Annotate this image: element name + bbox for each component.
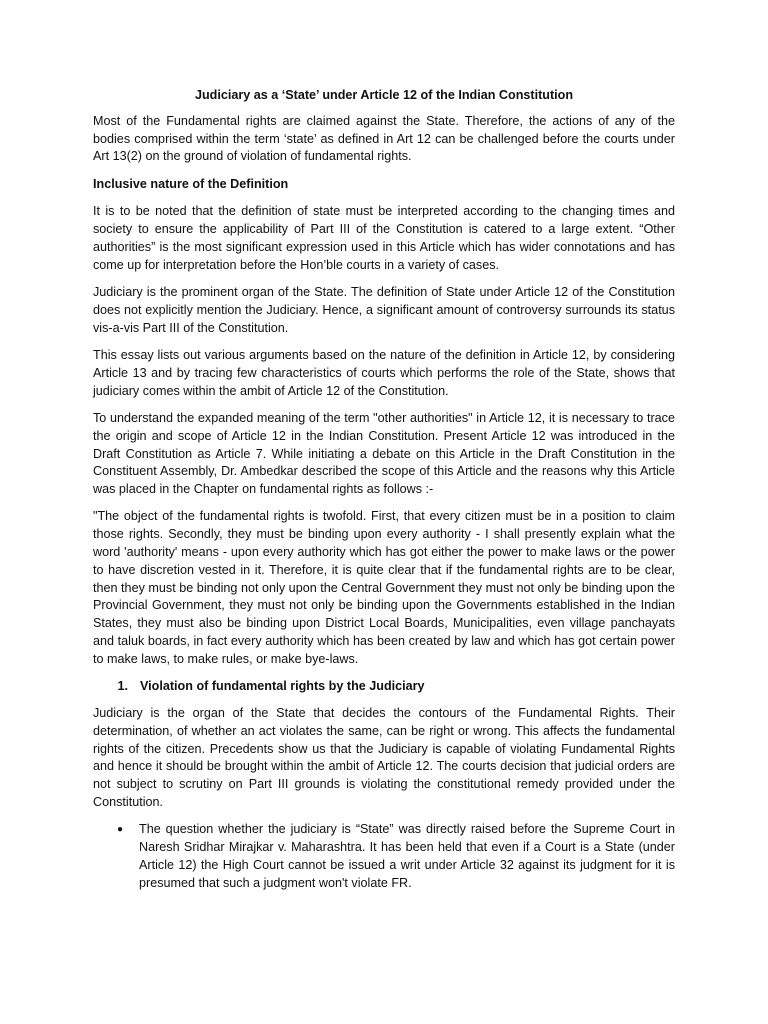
document-title: Judiciary as a ‘State’ under Article 12 of the Indian Constitution	[194, 88, 574, 102]
document-page	[93, 87, 675, 892]
bullet-text: The question whether the judiciary is “State” was directly raised before the Supreme Court in Naresh Sridhar Mirajkar v. Maharashtra. It has been held that even if a Court is a State (under Article 12) the High Court cannot be issued a writ under Article 32 against its judgment for it is presumed that such a judgment won't violate FR.	[139, 822, 675, 890]
paragraph-expanded-meaning: To understand the expanded meaning of the term "other authorities" in Article 12, it is necessary to trace the origin and scope of Article 12 in the Indian Constitution. Present Article 12 was introduced in the Draft Constitution as Article 7. While initiating a debate on this Article in the Draft Constitution in the Constituent Assembly, Dr. Ambedkar described the scope of this Article and the reasons why this Article was placed in the Chapter on fundamental rights as follows :-	[93, 410, 675, 497]
heading-text: Violation of fundamental rights by the Judiciary	[140, 679, 425, 694]
heading-number: 1.	[117, 679, 128, 694]
intro-paragraph: Most of the Fundamental rights are claimed against the State. Therefore, the actions of any of the bodies comprised within the term ‘state’ as defined in Art 12 can be challenged before the courts under Art 13(2) on the ground of violation of fundamental rights.	[93, 113, 675, 164]
numbered-heading	[93, 678, 675, 696]
paragraph-definition: It is to be noted that the definition of state must be interpreted according to the changing times and society to ensure the applicability of Part III of the Constitution is catered to a large extent. “Other authorities” is the most significant expression used in this Article which has wider connotations and has come up for interpretation before the Hon’ble courts in a variety of cases.	[93, 204, 675, 272]
bullet-item	[93, 821, 675, 892]
section-heading: Inclusive nature of the Definition	[93, 176, 289, 191]
bullet-icon: ●	[116, 824, 124, 836]
paragraph-ambedkar-quote: "The object of the fundamental rights is twofold. First, that every citizen must be in a position to claim those rights. Secondly, they must be binding upon every authority - I shall presently explain what the word 'authority' means - upon every authority which has got either the power to make laws or the power to have discretion vested in it. Therefore, it is quite clear that if the fundamental rights are to be clear, then they must be binding not only upon the Central Government they must not only be binding upon the Provincial Government, they must not only be binding upon the Governments established in the Indian States, they must also be binding upon District Local Boards, Municipalities, even village panchayats and taluk boards, in fact every authority which has been created by law and which has got certain power to make laws, to make rules, or make bye-laws.	[93, 509, 675, 666]
section1-paragraph: Judiciary is the organ of the State that decides the contours of the Fundamental Rights. Their determination, of whether an act violates the same, can be right or wrong. This affects the fundamental rights of the citizen. Precedents show us that the Judiciary is capable of violating Fundamental Rights and hence it should be brought within the ambit of Article 12. The courts decision that judicial orders are not subject to scrutiny on Part III grounds is violating the constitutional remedy provided under the Constitution.	[93, 705, 675, 809]
paragraph-essay-outline: This essay lists out various arguments based on the nature of the definition in Article 12, by considering Article 13 and by tracing few characteristics of courts which performs the role of the State, shows that judiciary comes within the ambit of Article 12 of the Constitution.	[93, 348, 675, 398]
paragraph-judiciary-organ: Judiciary is the prominent organ of the State. The definition of State under Article 12 of the Constitution does not explicitly mention the Judiciary. Hence, a significant amount of controversy surrounds its status vis-a-vis Part III of the Constitution.	[93, 285, 675, 335]
